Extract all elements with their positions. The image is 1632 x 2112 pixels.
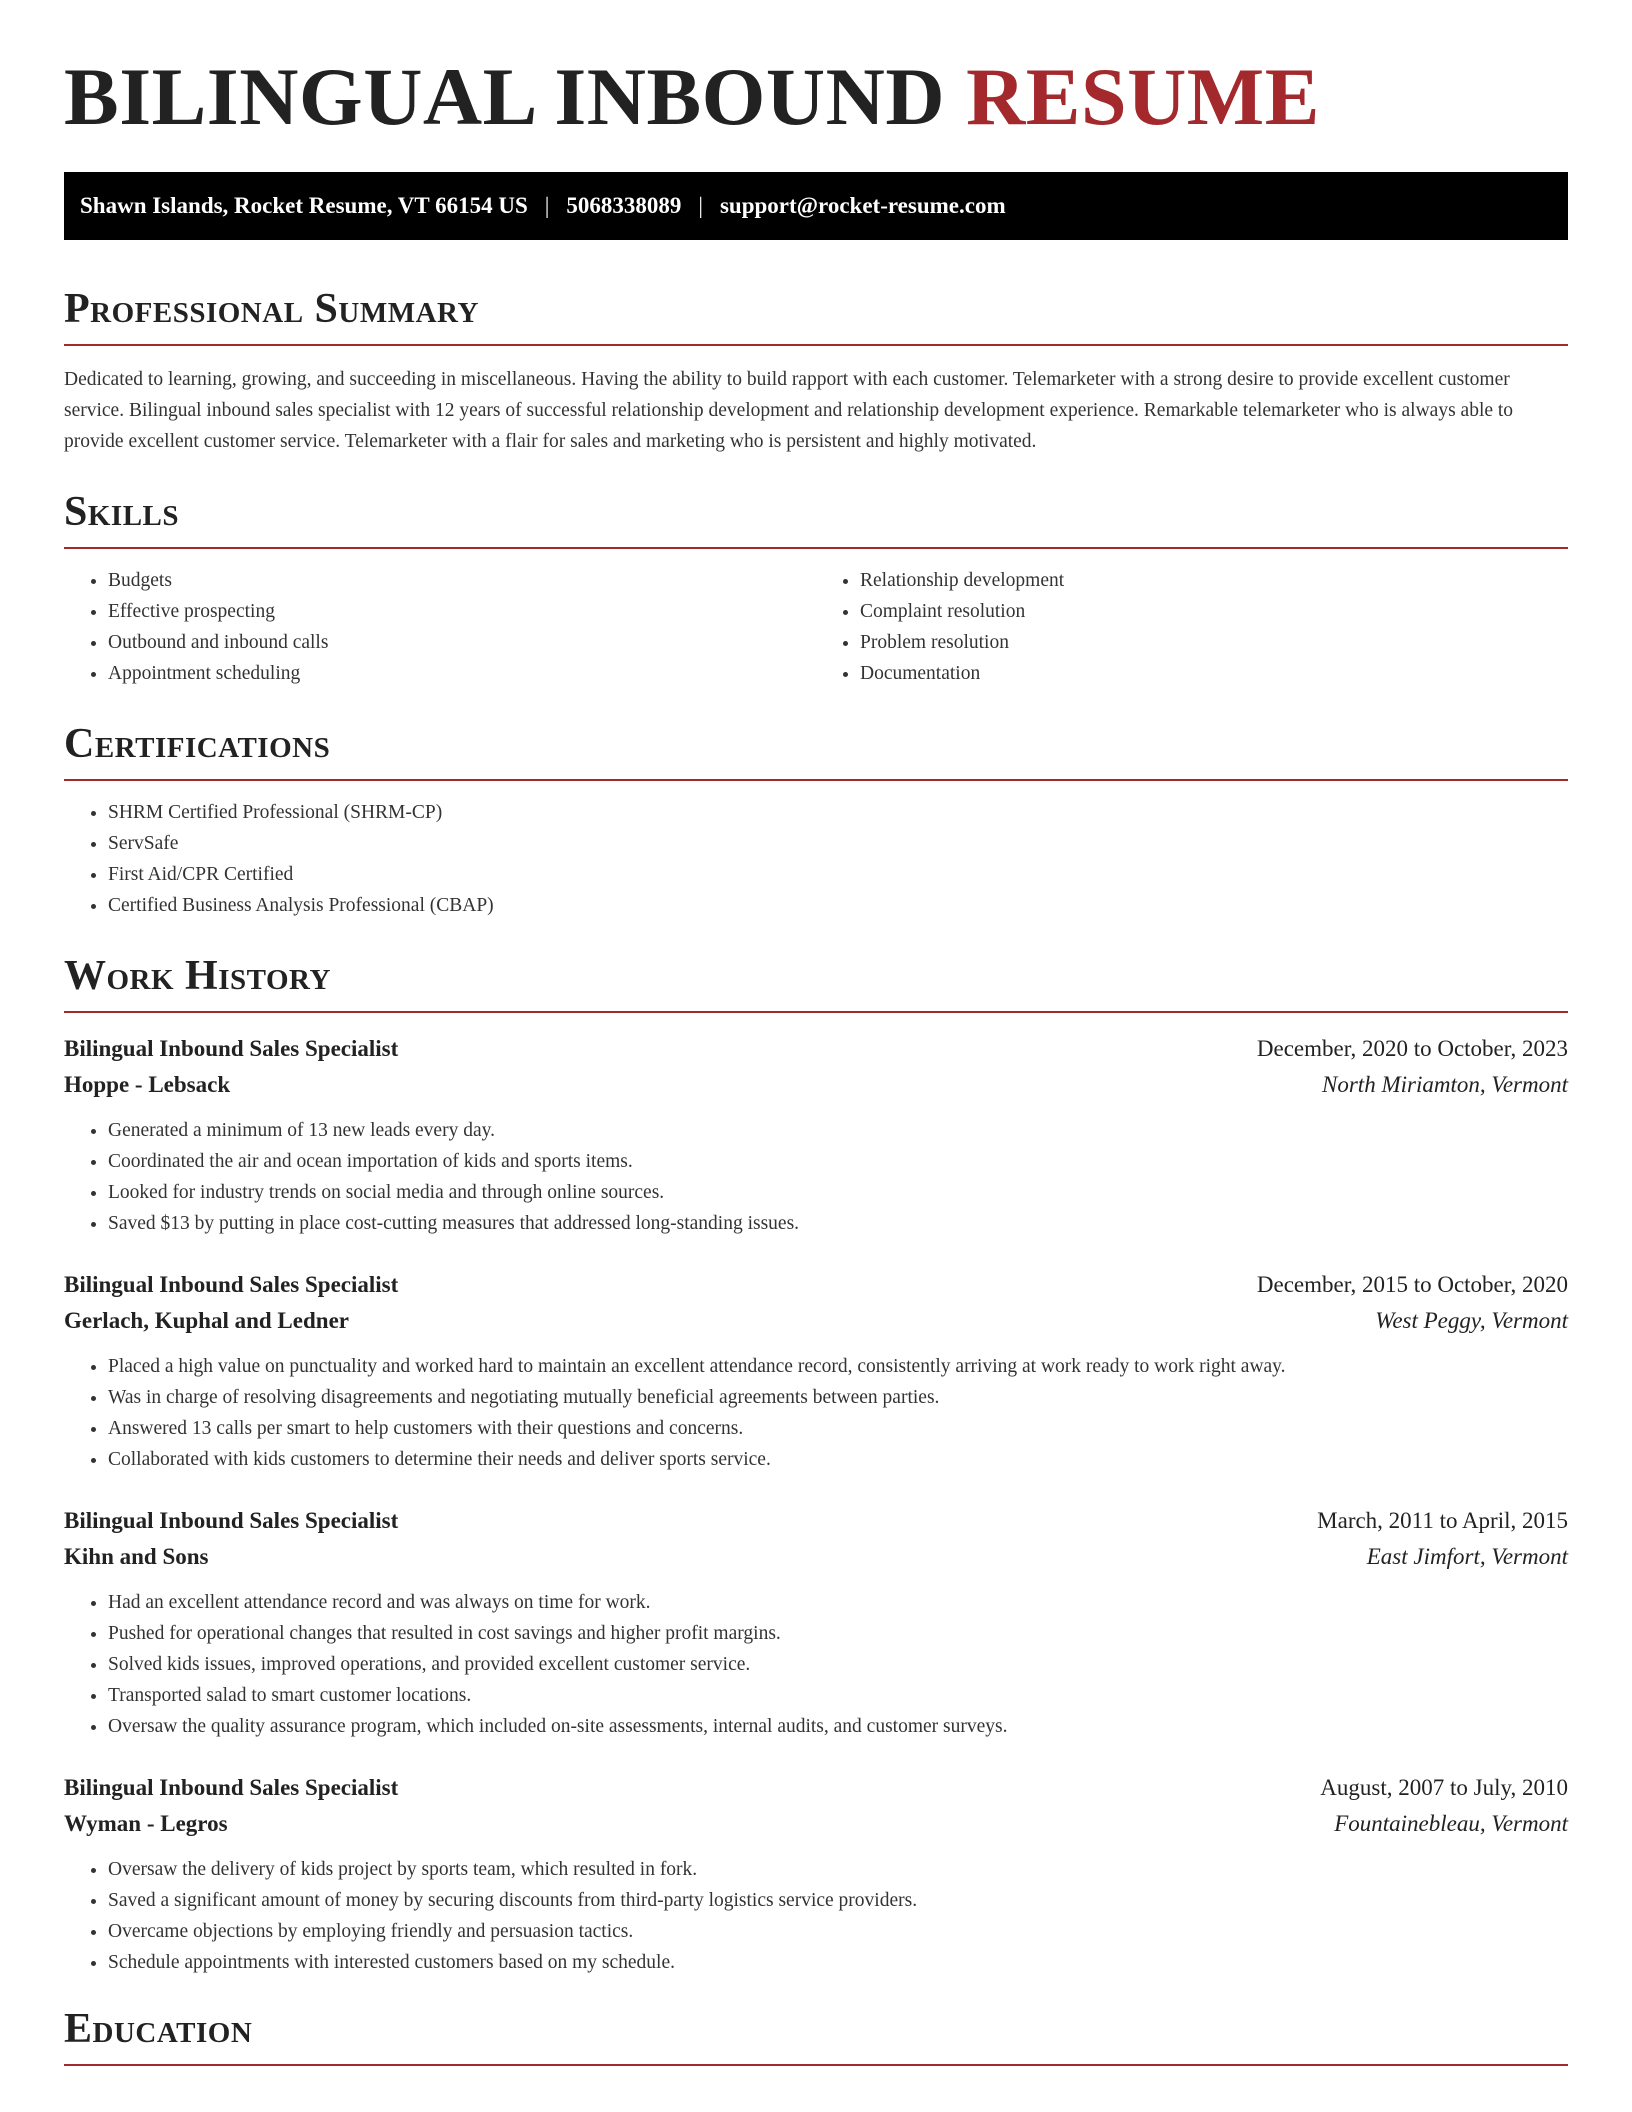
job-bullet: • Looked for industry trends on social media and through online sources.	[108, 1177, 1568, 1208]
title-accent: RESUME	[966, 51, 1320, 142]
job-bullets	[64, 1854, 1568, 1978]
skill-item: • Problem resolution	[860, 627, 1568, 658]
job-title: Bilingual Inbound Sales Specialist	[64, 1036, 399, 1061]
skills-list-right	[816, 565, 1568, 689]
job-location: West Peggy, Vermont	[1375, 1308, 1568, 1333]
contact-email: support@rocket-resume.com	[719, 193, 1006, 218]
job-bullets	[64, 1351, 1568, 1475]
title-main: BILINGUAL INBOUND	[64, 51, 946, 142]
job-entry	[64, 1503, 1568, 1742]
contact-bar	[64, 172, 1568, 240]
job-title: Bilingual Inbound Sales Specialist	[64, 1775, 399, 1800]
education-section	[64, 2008, 1568, 2066]
job-bullet: • Pushed for operational changes that resulted in cost savings and higher profit margins.	[108, 1618, 1568, 1649]
education-heading: Education	[64, 2008, 1568, 2066]
job-bullet: • Oversaw the quality assurance program, which included on-site assessments, internal audits, and customer surveys.	[108, 1711, 1568, 1742]
skill-item: • Relationship development	[860, 565, 1568, 596]
job-header-row	[64, 1770, 1568, 1806]
job-bullet: • Schedule appointments with interested customers based on my schedule.	[108, 1947, 1568, 1978]
job-bullet: • Collaborated with kids customers to determine their needs and deliver sports service.	[108, 1444, 1568, 1475]
skill-item: • Budgets	[108, 565, 816, 596]
job-header-row	[64, 1503, 1568, 1539]
job-entry	[64, 1267, 1568, 1475]
certifications-list	[64, 797, 1568, 921]
job-company-row	[64, 1067, 1568, 1103]
certifications-heading: Certifications	[64, 723, 1568, 781]
job-company-row	[64, 1303, 1568, 1339]
job-title: Bilingual Inbound Sales Specialist	[64, 1508, 399, 1533]
skill-item: • Appointment scheduling	[108, 658, 816, 689]
skills-grid	[64, 565, 1568, 689]
skill-item: • Complaint resolution	[860, 596, 1568, 627]
contact-separator: |	[544, 193, 550, 218]
resume-title	[64, 0, 1568, 142]
job-company: Gerlach, Kuphal and Ledner	[64, 1308, 349, 1333]
certification-item: • SHRM Certified Professional (SHRM-CP)	[108, 797, 1568, 828]
job-bullet: • Solved kids issues, improved operations, and provided excellent customer service.	[108, 1649, 1568, 1680]
work-history-section	[64, 955, 1568, 1978]
skills-list-left	[64, 565, 816, 689]
job-bullet: • Saved $13 by putting in place cost-cutting measures that addressed long-standing issues.	[108, 1208, 1568, 1239]
job-company: Wyman - Legros	[64, 1811, 228, 1836]
summary-heading: Professional Summary	[64, 288, 1568, 346]
contact-address: Shawn Islands, Rocket Resume, VT 66154 US	[80, 193, 528, 218]
job-company-row	[64, 1539, 1568, 1575]
skill-item: • Documentation	[860, 658, 1568, 689]
skill-item: • Effective prospecting	[108, 596, 816, 627]
job-location: East Jimfort, Vermont	[1366, 1544, 1568, 1569]
job-bullets	[64, 1587, 1568, 1742]
job-bullets	[64, 1115, 1568, 1239]
contact-phone: 5068338089	[566, 193, 682, 218]
job-dates: December, 2020 to October, 2023	[1256, 1036, 1568, 1061]
certifications-section	[64, 723, 1568, 921]
skill-item: • Outbound and inbound calls	[108, 627, 816, 658]
job-company: Kihn and Sons	[64, 1544, 209, 1569]
job-dates: March, 2011 to April, 2015	[1317, 1508, 1568, 1533]
job-bullet: • Transported salad to smart customer locations.	[108, 1680, 1568, 1711]
job-bullet: • Coordinated the air and ocean importation of kids and sports items.	[108, 1146, 1568, 1177]
job-dates: August, 2007 to July, 2010	[1320, 1775, 1568, 1800]
job-entry	[64, 1013, 1568, 1239]
job-header-row	[64, 1031, 1568, 1067]
summary-section	[64, 288, 1568, 457]
job-bullet: • Had an excellent attendance record and was always on time for work.	[108, 1587, 1568, 1618]
job-location: Fountainebleau, Vermont	[1334, 1811, 1568, 1836]
job-bullet: • Was in charge of resolving disagreements and negotiating mutually beneficial agreements between parties.	[108, 1382, 1568, 1413]
job-bullet: • Saved a significant amount of money by securing discounts from third-party logistics service providers.	[108, 1885, 1568, 1916]
job-bullet: • Placed a high value on punctuality and worked hard to maintain an excellent attendance record, consistently arriving at work ready to work right away.	[108, 1351, 1568, 1382]
job-title: Bilingual Inbound Sales Specialist	[64, 1272, 399, 1297]
job-company-row	[64, 1806, 1568, 1842]
job-bullet: • Overcame objections by employing friendly and persuasion tactics.	[108, 1916, 1568, 1947]
work-history-heading: Work History	[64, 955, 1568, 1013]
job-bullet: • Generated a minimum of 13 new leads every day.	[108, 1115, 1568, 1146]
certification-item: • Certified Business Analysis Professional (CBAP)	[108, 890, 1568, 921]
job-location: North Miriamton, Vermont	[1322, 1072, 1568, 1097]
job-header-row	[64, 1267, 1568, 1303]
certification-item: • First Aid/CPR Certified	[108, 859, 1568, 890]
job-company: Hoppe - Lebsack	[64, 1072, 231, 1097]
job-entry	[64, 1770, 1568, 1978]
job-list	[64, 1013, 1568, 1978]
job-bullet: • Oversaw the delivery of kids project by sports team, which resulted in fork.	[108, 1854, 1568, 1885]
job-dates: December, 2015 to October, 2020	[1256, 1272, 1568, 1297]
job-bullet: • Answered 13 calls per smart to help customers with their questions and concerns.	[108, 1413, 1568, 1444]
certification-item: • ServSafe	[108, 828, 1568, 859]
skills-section	[64, 491, 1568, 689]
skills-heading: Skills	[64, 491, 1568, 549]
summary-text: Dedicated to learning, growing, and succeeding in miscellaneous. Having the ability to build rapport with each customer. Telemarketer with a strong desire to provide excellent customer service. Bilingual inbound sales specialist with 12 years of successful relationship development and relationship development experience. Remarkable telemarketer who is always able to provide excellent customer service. Telemarketer with a flair for sales and marketing who is persistent and highly motivated.	[64, 369, 1514, 452]
contact-separator: |	[698, 193, 703, 218]
